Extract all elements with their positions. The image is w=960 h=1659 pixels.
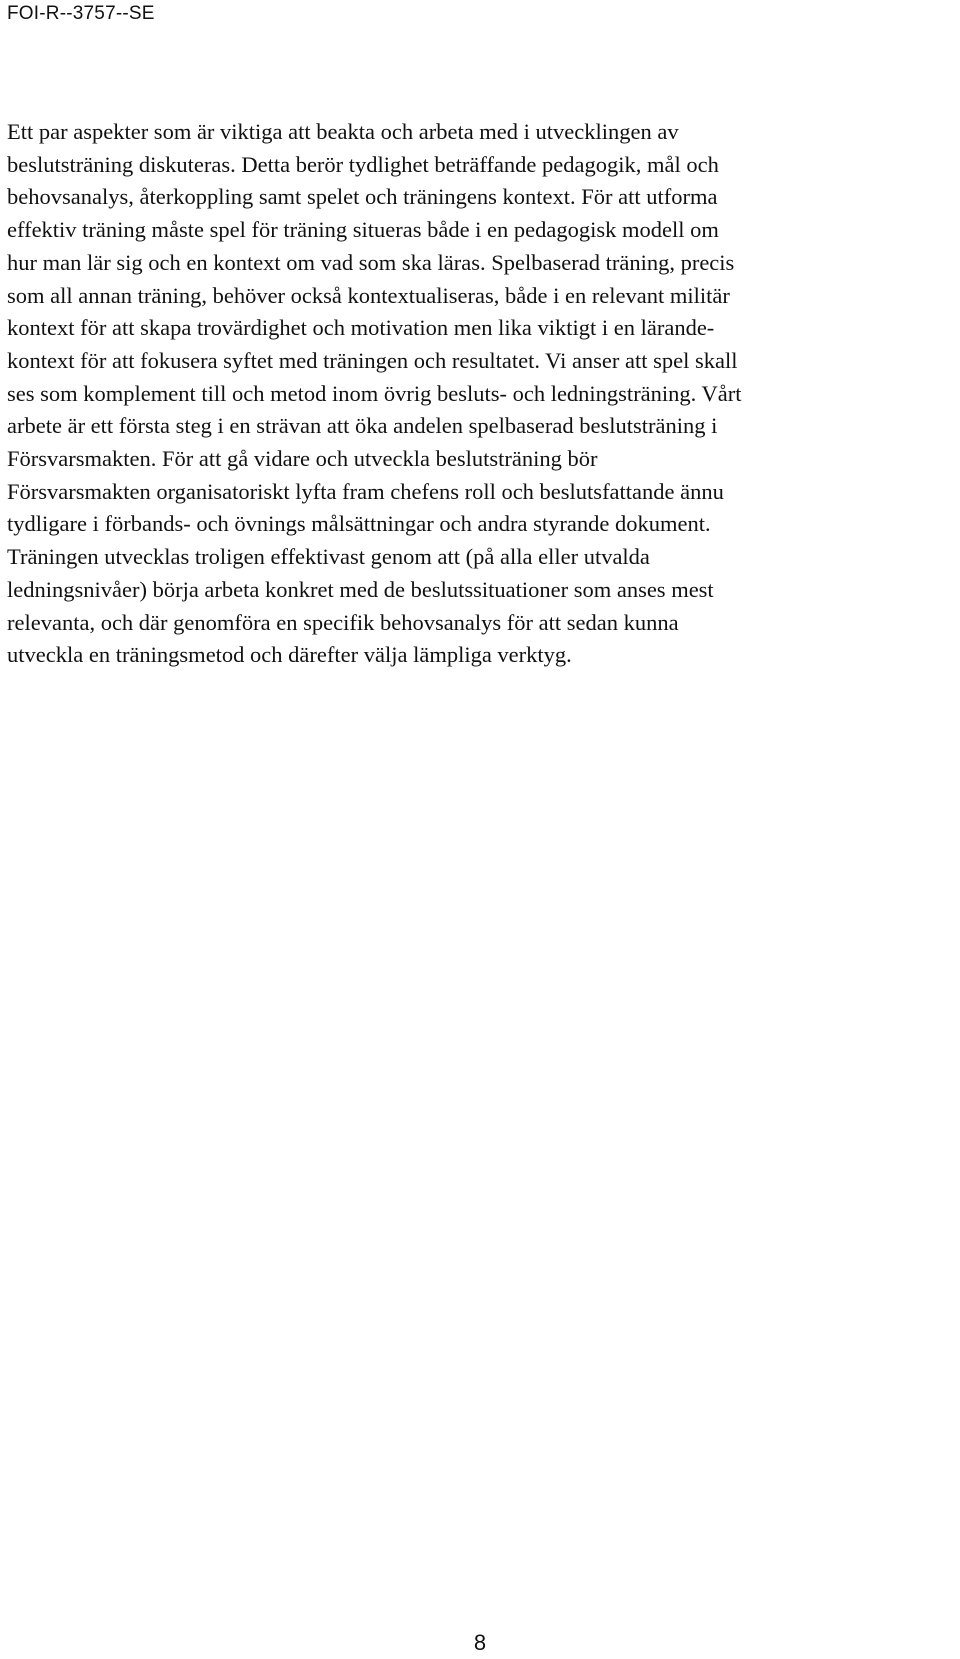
body-paragraph [7, 116, 947, 672]
document-id: FOI-R--3757--SE [7, 3, 155, 24]
paragraph-line: kontext för att fokusera syftet med träningen och resultatet. Vi anser att spel skall [7, 347, 738, 373]
paragraph-line: beslutsträning diskuteras. Detta berör tydlighet beträffande pedagogik, mål och [7, 151, 719, 177]
paragraph-line: hur man lär sig och en kontext om vad som ska läras. Spelbaserad träning, precis [7, 249, 735, 275]
paragraph-line: arbete är ett första steg i en strävan att öka andelen spelbaserad beslutsträning i [7, 413, 718, 439]
paragraph-line: utveckla en träningsmetod och därefter välja lämpliga verktyg. [7, 642, 572, 668]
paragraph-line: relevanta, och där genomföra en specifik behovsanalys för att sedan kunna [7, 609, 679, 635]
paragraph-line: Ett par aspekter som är viktiga att beakta och arbeta med i utvecklingen av [7, 119, 679, 144]
paragraph-line: Försvarsmakten organisatoriskt lyfta fram chefens roll och beslutsfattande ännu [7, 478, 724, 504]
paragraph-line: effektiv träning måste spel för träning situeras både i en pedagogisk modell om [7, 217, 719, 243]
paragraph-line: ses som komplement till och metod inom övrig besluts- och ledningsträning. Vårt [7, 380, 742, 406]
paragraph-line: Försvarsmakten. För att gå vidare och utveckla beslutsträning bör [7, 446, 598, 472]
paragraph-line: kontext för att skapa trovärdighet och motivation men lika viktigt i en lärande- [7, 315, 715, 341]
paragraph-line: Träningen utvecklas troligen effektivast genom att (på alla eller utvalda [7, 544, 650, 570]
page-number: 8 [473, 1630, 487, 1655]
paragraph-line: ledningsnivåer) börja arbeta konkret med de beslutssituationer som anses mest [7, 576, 714, 602]
paragraph-line: tydligare i förbands- och övnings målsättningar och andra styrande dokument. [7, 511, 711, 537]
paragraph-line: som all annan träning, behöver också kontextualiseras, både i en relevant militär [7, 282, 730, 308]
paragraph-line: behovsanalys, återkoppling samt spelet och träningens kontext. För att utforma [7, 184, 718, 210]
